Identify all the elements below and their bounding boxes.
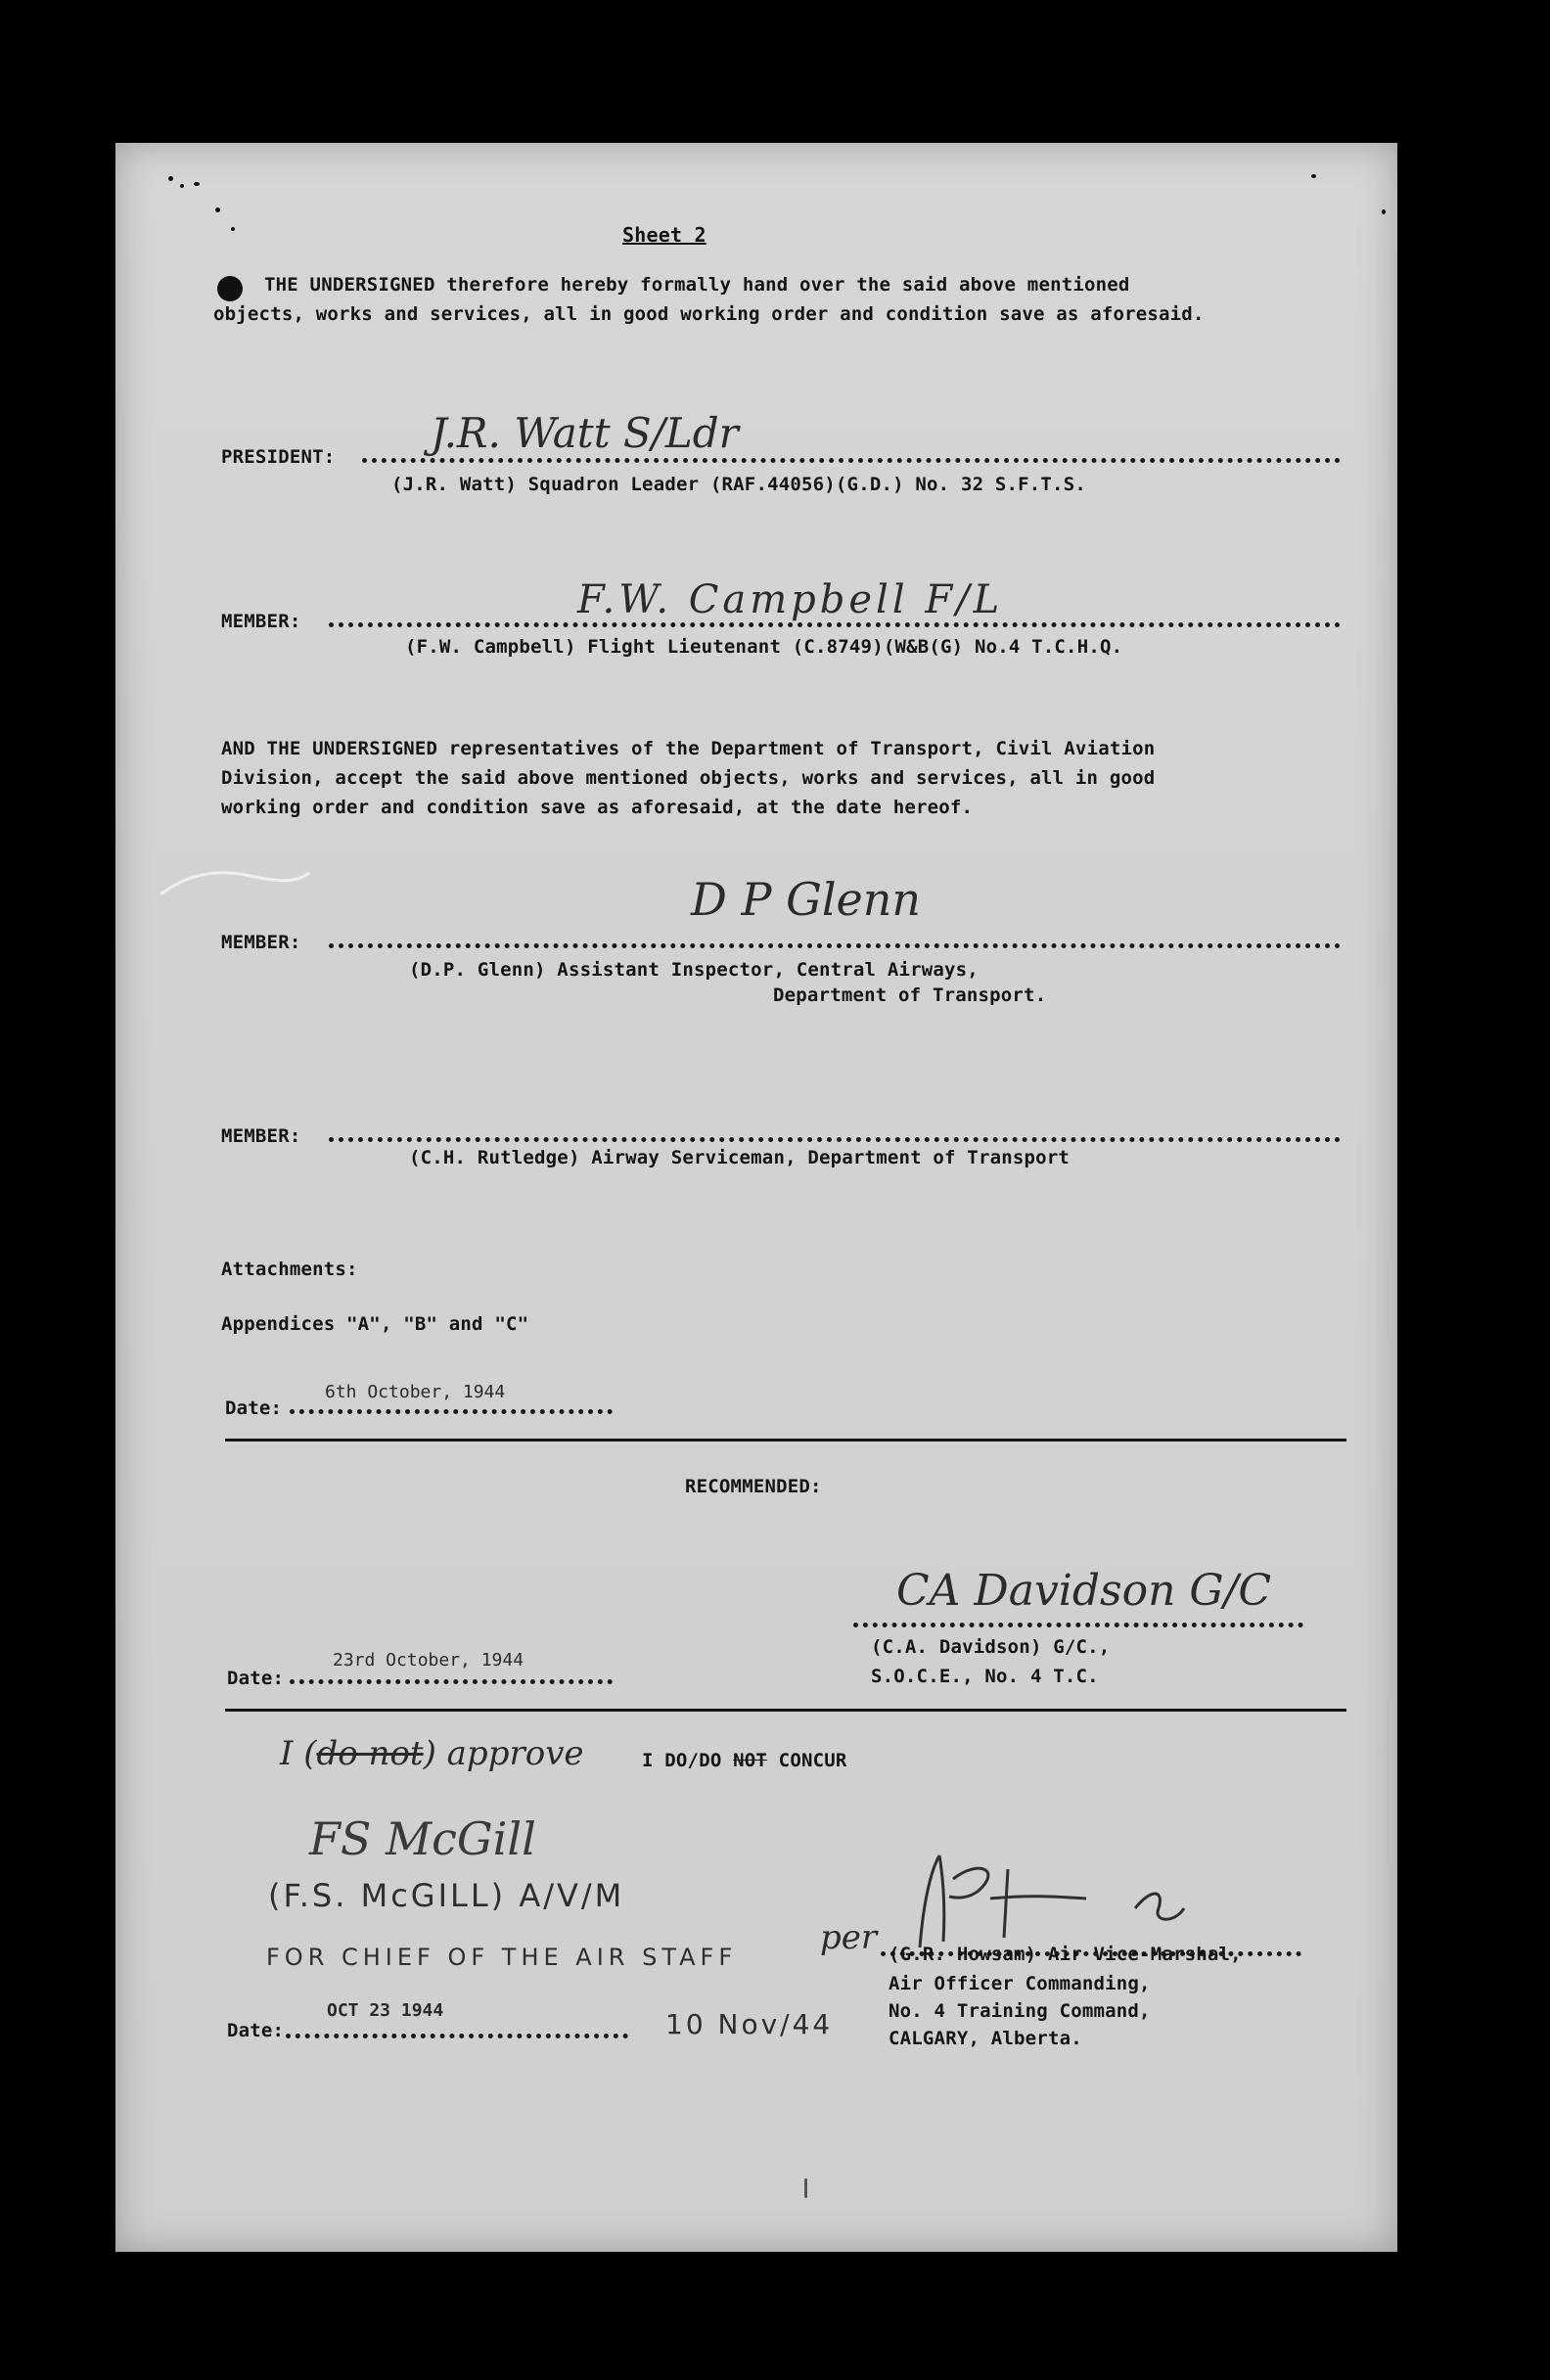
per-note: per — [820, 1918, 878, 1957]
ink-speck — [1382, 209, 1386, 214]
howsam-line-1: (G.R. Howsam) Air Vice-Marshal, — [889, 1944, 1242, 1965]
attachments-label: Attachments: — [221, 1259, 358, 1280]
president-signature: J.R. Watt S/Ldr — [431, 409, 739, 457]
mcgill-name: (F.S. McGILL) A/V/M — [268, 1877, 625, 1914]
howsam-line-3: No. 4 Training Command, — [889, 2000, 1151, 2022]
member1-name: (F.W. Campbell) Flight Lieutenant (C.8749)(W&B(G) No.4 T.C.H.Q. — [405, 636, 1123, 658]
member2-signature: D P Glenn — [691, 873, 922, 926]
sheet-label: Sheet 2 — [622, 223, 707, 247]
ink-speck — [215, 207, 220, 212]
date-label: Date: — [227, 1668, 285, 1689]
approval-handwritten: I (do not) approve — [280, 1734, 584, 1773]
recommended-label: RECOMMENDED: — [685, 1476, 822, 1497]
howsam-line-2: Air Officer Commanding, — [889, 1973, 1151, 1994]
member2-label: MEMBER: — [221, 932, 301, 953]
ink-speck — [1311, 174, 1316, 178]
president-label: PRESIDENT: — [221, 446, 336, 468]
approval-typed: I DO/DO NOT CONCUR — [642, 1750, 847, 1771]
acceptance-line-2: Division, accept the said above mentioned objects, works and services, all in good — [221, 767, 1156, 789]
handover-line-1: THE UNDERSIGNED therefore hereby formally hand over the said above mentioned — [264, 274, 1130, 296]
president-name: (J.R. Watt) Squadron Leader (RAF.44056)(G.D.) No. 32 S.F.T.S. — [391, 474, 1086, 495]
davidson-name-line-2: S.O.C.E., No. 4 T.C. — [871, 1666, 1099, 1687]
davidson-name-line-1: (C.A. Davidson) G/C., — [871, 1636, 1111, 1658]
ink-speck — [168, 176, 173, 181]
ink-speck — [180, 184, 184, 188]
received-stamp: OCT 23 1944 — [327, 2000, 444, 2021]
date-line — [290, 1409, 613, 1414]
paper-crease — [157, 865, 313, 904]
date-value-october-23: 23rd October, 1944 — [333, 1650, 524, 1671]
ink-speck — [194, 182, 200, 186]
howsam-signature — [881, 1840, 1301, 1957]
signature-line — [853, 1623, 1303, 1627]
attachments-list: Appendices "A", "B" and "C" — [221, 1313, 529, 1335]
member1-signature: F.W. Campbell F/L — [577, 577, 1004, 622]
davidson-signature: CA Davidson G/C — [896, 1566, 1272, 1616]
ink-mark — [804, 2178, 807, 2198]
member1-label: MEMBER: — [221, 611, 301, 632]
section-divider — [225, 1439, 1346, 1442]
acceptance-line-1: AND THE UNDERSIGNED representatives of the Department of Transport, Civil Aviation — [221, 738, 1156, 759]
date-label: Date: — [225, 1397, 283, 1419]
signature-line — [362, 458, 1341, 463]
handwritten-date: 10 Nov/44 — [665, 2008, 834, 2040]
date-value-october-6: 6th October, 1944 — [325, 1382, 506, 1402]
member2-name-line-1: (D.P. Glenn) Assistant Inspector, Central Airways, — [409, 959, 979, 981]
ink-blot — [217, 276, 243, 301]
member3-label: MEMBER: — [221, 1125, 301, 1147]
signature-line — [329, 943, 1341, 948]
member2-name-line-2: Department of Transport. — [773, 984, 1047, 1006]
handover-line-2: objects, works and services, all in good working order and condition save as aforesaid. — [213, 303, 1205, 325]
date-line — [286, 2034, 628, 2038]
acceptance-line-3: working order and condition save as aforesaid, at the date hereof. — [221, 797, 974, 818]
for-chief-line: FOR CHIEF OF THE AIR STAFF — [266, 1944, 738, 1971]
member3-name: (C.H. Rutledge) Airway Serviceman, Department of Transport — [409, 1147, 1071, 1168]
mcgill-signature: FS McGill — [309, 1812, 536, 1865]
signature-line — [329, 622, 1341, 627]
signature-line — [329, 1137, 1341, 1142]
howsam-line-4: CALGARY, Alberta. — [889, 2028, 1082, 2049]
date-label: Date: — [227, 2020, 285, 2041]
date-line — [290, 1679, 613, 1684]
ink-speck — [231, 227, 235, 231]
section-divider — [225, 1709, 1346, 1712]
